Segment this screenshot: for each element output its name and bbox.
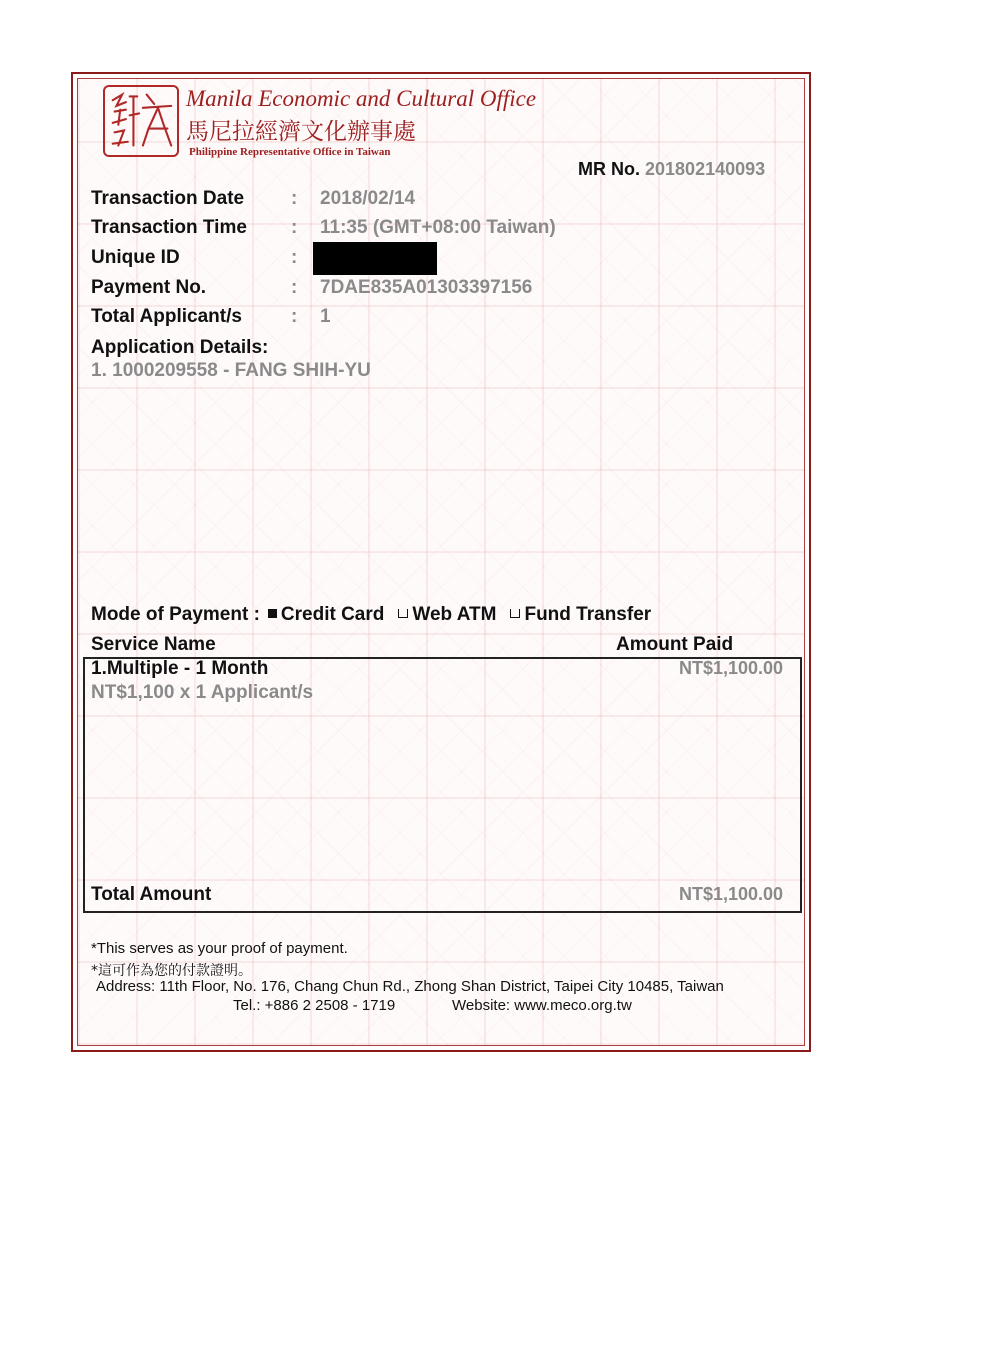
org-name-en: Manila Economic and Cultural Office: [186, 86, 537, 111]
service-item-detail: NT$1,100 x 1 Applicant/s: [91, 682, 314, 703]
option-credit-card: Credit Card: [280, 604, 385, 625]
office-website: Website: www.meco.org.tw: [452, 997, 632, 1014]
field-label: Transaction Date: [91, 188, 245, 209]
option-web-atm: Web ATM: [412, 604, 497, 625]
field-label: Total Applicant/s: [91, 306, 242, 327]
meco-seal-logo: [103, 85, 179, 157]
office-address: Address: 11th Floor, No. 176, Chang Chun Rd., Zhong Shan District, Taipei City 10485, Taiwan: [96, 978, 724, 995]
field-value: 2018/02/14: [320, 188, 416, 209]
mr-label: MR No.: [578, 159, 640, 179]
mr-value: 201802140093: [645, 159, 766, 179]
field-colon: :: [291, 217, 298, 238]
total-amount-value: NT$1,100.00: [679, 884, 784, 904]
org-subtitle: Philippine Representative Office in Taiwan: [189, 146, 391, 158]
service-item-name: 1.Multiple - 1 Month: [91, 658, 269, 679]
payment-mode: [91, 604, 655, 626]
field-value: 7DAE835A01303397156: [320, 277, 533, 298]
field-value: 11:35 (GMT+08:00 Taiwan): [320, 217, 556, 238]
application-details-label: Application Details:: [91, 337, 269, 358]
field-value: 1: [320, 306, 331, 327]
field-colon: :: [291, 247, 298, 268]
checkbox-empty-icon: [398, 609, 408, 618]
redaction-bar: [313, 242, 437, 275]
service-name-header: Service Name: [91, 634, 216, 655]
field-colon: :: [291, 188, 298, 209]
payment-mode-label: Mode of Payment :: [91, 604, 260, 625]
checkbox-checked-icon: [268, 609, 277, 618]
org-name-zh: 馬尼拉經濟文化辦事處: [186, 119, 416, 145]
office-telephone: Tel.: +886 2 2508 - 1719: [233, 997, 396, 1014]
proof-note-zh: *這可作為您的付款證明。: [91, 963, 252, 979]
field-label: Payment No.: [91, 277, 207, 298]
field-label: Transaction Time: [91, 217, 247, 238]
total-amount-label: Total Amount: [91, 884, 212, 905]
proof-note-en: *This serves as your proof of payment.: [91, 940, 348, 957]
service-item-amount: NT$1,100.00: [679, 658, 784, 678]
field-label: Unique ID: [91, 247, 180, 268]
application-item: 1. 1000209558 - FANG SHIH-YU: [91, 360, 371, 381]
option-fund-transfer: Fund Transfer: [524, 604, 652, 625]
field-colon: :: [291, 277, 298, 298]
mr-number: [578, 159, 765, 180]
checkbox-empty-icon: [510, 609, 520, 618]
field-colon: :: [291, 306, 298, 327]
amount-paid-header: Amount Paid: [616, 634, 734, 655]
